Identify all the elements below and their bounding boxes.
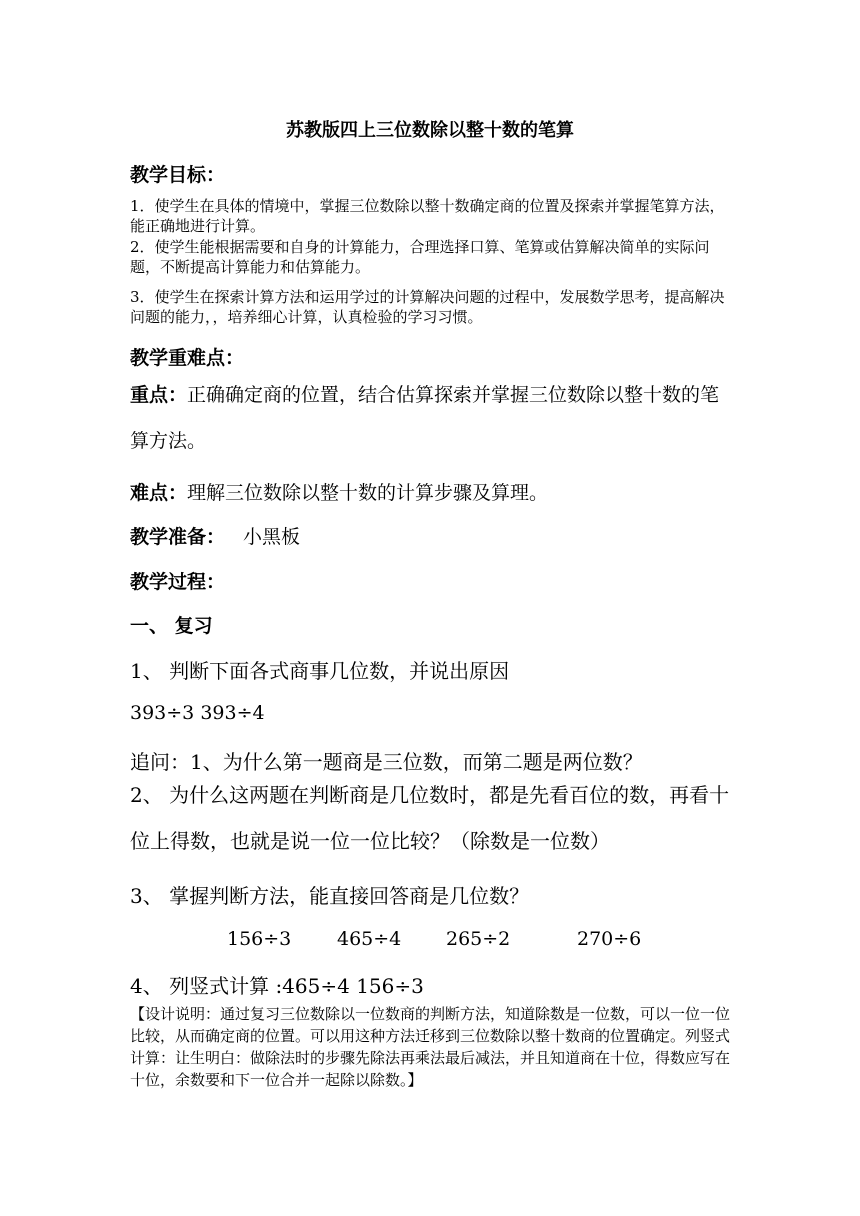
item-3: 3、 掌握判断方法，能直接回答商是几位数？ — [130, 884, 530, 908]
item-1-expressions: 393÷3 393÷4 — [130, 702, 265, 724]
goal-1: 1．使学生在具体的情境中，掌握三位数除以整十数确定商的位置及探索并掌握笔算方法，能正确地进行计算。 — [130, 197, 725, 235]
difficult-point — [130, 478, 730, 505]
doc-title: 苏教版四上三位数除以整十数的笔算 — [286, 120, 574, 141]
followup-question: 追问：1、为什么第一题商是三位数，而第二题是两位数？ — [130, 750, 643, 774]
key-point — [130, 372, 730, 464]
item-3-expressions — [130, 928, 730, 952]
design-note: 【设计说明：通过复习三位数除以一位数商的判断方法，知道除数是一位数，可以一位一位比较，从而确定商的位置。可以用这种方法迁移到三位数除以整十数商的位置确定。列竖式计算：让生明白：做除法时的步骤先除法再乘法最后减法，并且知道商在十位，得数应写在十位，余数要和下一位合并一起除以除数。】 — [130, 1005, 731, 1089]
expression: 265÷2 — [446, 928, 511, 950]
section-review: 一、 复习 — [130, 615, 213, 637]
key-point-text: 正确确定商的位置，结合估算探索并掌握三位数除以整十数的笔算方法。 — [130, 384, 720, 452]
key-points-heading: 教学重难点： — [130, 347, 245, 369]
goals-heading: 教学目标： — [130, 164, 226, 186]
goal-2: 2．使学生能根据需要和自身的计算能力，合理选择口算、笔算或估算解决简单的实际问题，不断提高计算能力和估算能力。 — [130, 238, 710, 276]
preparation-text: 小黑板 — [243, 526, 301, 548]
expression: 465÷4 — [337, 928, 402, 950]
difficult-point-text: 理解三位数除以整十数的计算步骤及算理。 — [187, 482, 549, 504]
key-point-label: 重点： — [130, 384, 188, 406]
preparation-label: 教学准备： — [130, 526, 226, 548]
goal-3: 3．使学生在探索计算方法和运用学过的计算解决问题的过程中，发展数学思考，提高解决问题的能力，，培养细心计算，认真检验的学习习惯。 — [130, 288, 725, 326]
item-2: 2、 为什么这两题在判断商是几位数时，都是先看百位的数，再看十位上得数，也就是说一位一位比较？（除数是一位数） — [130, 783, 730, 853]
preparation — [130, 522, 730, 549]
difficult-point-label: 难点： — [130, 482, 188, 504]
item-1: 1、 判断下面各式商事几位数，并说出原因 — [130, 659, 510, 683]
item-4: 4、 列竖式计算 :465÷4 156÷3 — [130, 974, 424, 998]
expression: 270÷6 — [577, 928, 642, 950]
expression: 156÷3 — [227, 928, 292, 950]
process-heading: 教学过程： — [130, 571, 226, 593]
